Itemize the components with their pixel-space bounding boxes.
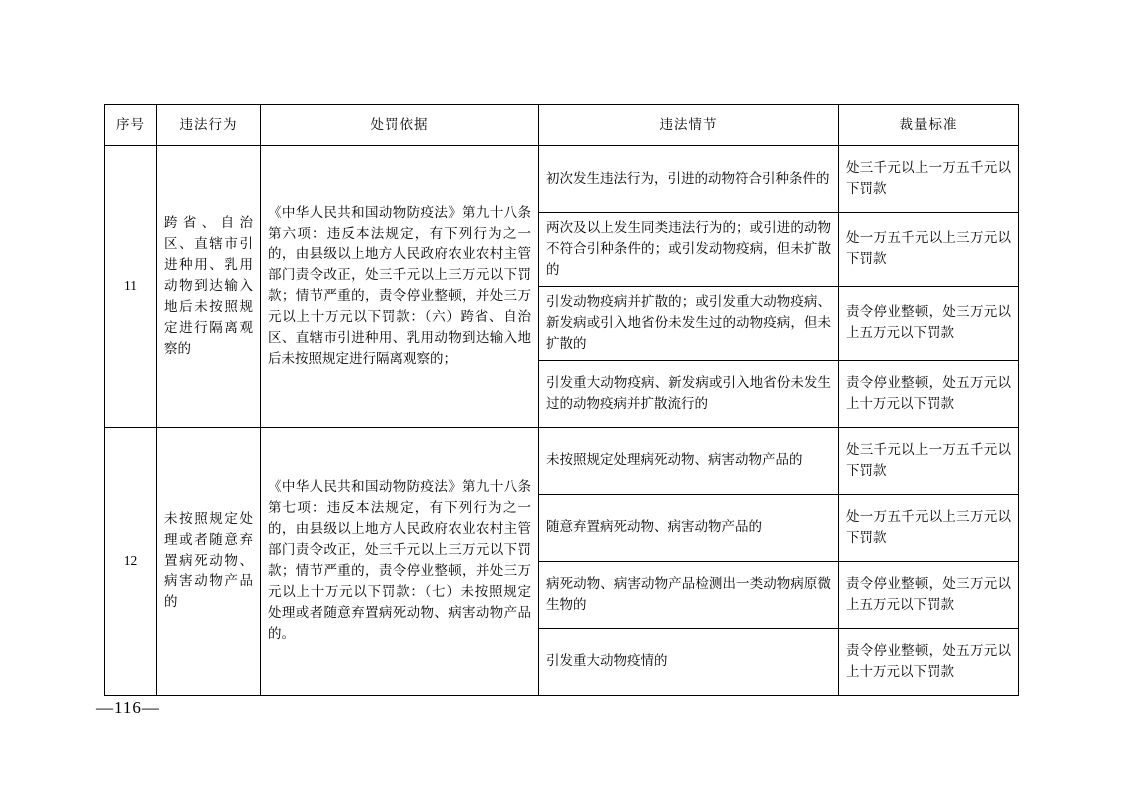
cell-case-11-1: 初次发生违法行为，引进的动物符合引种条件的	[539, 146, 839, 213]
cell-case-12-1: 未按照规定处理病死动物、病害动物产品的	[539, 427, 839, 494]
cell-standard-11-1: 处三千元以上一万五千元以下罚款	[839, 146, 1019, 213]
cell-case-11-2: 两次及以上发生同类违法行为的；或引进的动物不符合引种条件的；或引发动物疫病，但未扩散的	[539, 213, 839, 287]
table-body	[105, 146, 1019, 696]
cell-case-12-4: 引发重大动物疫情的	[539, 628, 839, 695]
cell-case-12-3: 病死动物、病害动物产品检测出一类动物病原微生物的	[539, 561, 839, 628]
table-header	[105, 105, 1019, 146]
cell-basis-11: 《中华人民共和国动物防疫法》第九十八条第六项：违反本法规定，有下列行为之一的，由县级以上地方人民政府农业农村主管部门责令改正，处三千元以上三万元以下罚款；情节严重的，责令停业整顿，并处三万元以上十万元以下罚款：（六）跨省、自治区、直辖市引进种用、乳用动物到达输入地后未按照规定进行隔离观察的；	[261, 146, 539, 428]
cell-no-12: 12	[105, 427, 157, 695]
table-row	[105, 146, 1019, 213]
header-cell-act: 违法行为	[157, 105, 261, 146]
cell-case-11-4: 引发重大动物疫病、新发病或引入地省份未发生过的动物疫病并扩散流行的	[539, 360, 839, 427]
cell-act-12: 未按照规定处理或者随意弃置病死动物、病害动物产品的	[157, 427, 261, 695]
cell-standard-11-2: 处一万五千元以上三万元以下罚款	[839, 213, 1019, 287]
cell-case-11-3: 引发动物疫病并扩散的；或引发重大动物疫病、新发病或引入地省份未发生过的动物疫病，但未扩散的	[539, 286, 839, 360]
discretion-standards-table	[104, 104, 1019, 696]
cell-standard-12-3: 责令停业整顿，处三万元以上五万元以下罚款	[839, 561, 1019, 628]
table-header-row	[105, 105, 1019, 146]
header-cell-case: 违法情节	[539, 105, 839, 146]
table-row	[105, 427, 1019, 494]
cell-no-11: 11	[105, 146, 157, 428]
cell-standard-12-2: 处一万五千元以上三万元以下罚款	[839, 494, 1019, 561]
page-number: —116—	[96, 698, 160, 717]
header-cell-standard: 裁量标准	[839, 105, 1019, 146]
cell-standard-12-1: 处三千元以上一万五千元以下罚款	[839, 427, 1019, 494]
header-cell-basis: 处罚依据	[261, 105, 539, 146]
header-cell-no: 序号	[105, 105, 157, 146]
discretion-table-container	[104, 104, 1018, 696]
cell-case-12-2: 随意弃置病死动物、病害动物产品的	[539, 494, 839, 561]
cell-standard-11-3: 责令停业整顿，处三万元以上五万元以下罚款	[839, 286, 1019, 360]
cell-standard-12-4: 责令停业整顿，处五万元以上十万元以下罚款	[839, 628, 1019, 695]
cell-basis-12: 《中华人民共和国动物防疫法》第九十八条第七项：违反本法规定，有下列行为之一的，由县级以上地方人民政府农业农村主管部门责令改正，处三千元以上三万元以下罚款；情节严重的，责令停业整顿，并处三万元以上十万元以下罚款：（七）未按照规定处理或者随意弃置病死动物、病害动物产品的。	[261, 427, 539, 695]
cell-act-11: 跨省、自治区、直辖市引进种用、乳用动物到达输入地后未按照规定进行隔离观察的	[157, 146, 261, 428]
cell-standard-11-4: 责令停业整顿，处五万元以上十万元以下罚款	[839, 360, 1019, 427]
